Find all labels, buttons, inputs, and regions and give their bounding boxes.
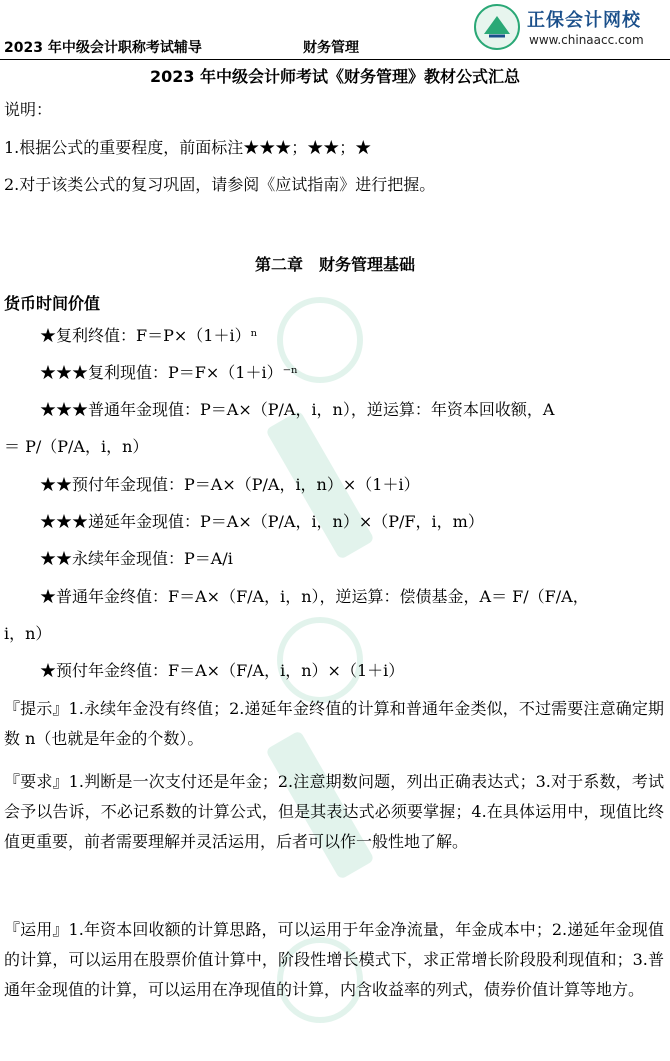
header-subject: 财务管理 xyxy=(303,40,359,56)
logo-brand-name: 正保会计网校 xyxy=(527,10,641,31)
formula-line: ★复利终值：F＝P×（1＋i）ⁿ xyxy=(40,326,258,345)
formula-line: ★普通年金终值：F＝A×（F/A，i，n），逆运算：偿债基金，A＝ F/（F/A， xyxy=(40,587,589,606)
document-title: 2023 年中级会计师考试《财务管理》教材公式汇总 xyxy=(149,67,521,86)
formula-line: i，n） xyxy=(4,624,52,643)
header-divider xyxy=(0,59,670,60)
section-heading: 货币时间价值 xyxy=(4,294,101,313)
tip-paragraph: 『提示』1.永续年金没有终值；2.递延年金终值的计算和普通年金类似，不过需要注意确定期数 n（也就是年金的个数）。 xyxy=(4,699,664,748)
page-header xyxy=(0,0,670,60)
formula-line: ★★★复利现值：P＝F×（1＋i）⁻ⁿ xyxy=(40,363,298,382)
notes-label: 说明： xyxy=(4,100,53,119)
formula-line: ＝ P/（P/A，i，n） xyxy=(4,437,149,456)
formula-line: ★★★普通年金现值：P＝A×（P/A，i，n），逆运算：年资本回收额，A xyxy=(40,400,555,419)
requirement-paragraph: 『要求』1.判断是一次支付还是年金；2.注意期数问题，列出正确表达式；3.对于系数，考试会予以告诉，不必记系数的计算公式，但是其表达式必须要掌握；4.在具体运用中，现值比终值更重要，前者需要理解并灵活运用，后者可以作一般性地了解。 xyxy=(4,772,664,851)
brand-logo[interactable] xyxy=(474,2,670,54)
chapter-heading: 第二章 财务管理基础 xyxy=(254,255,415,274)
formula-line: ★★永续年金现值：P＝A/i xyxy=(40,549,233,568)
formula-line: ★★预付年金现值：P＝A×（P/A，i，n）×（1＋i） xyxy=(40,475,420,494)
formula-line: ★预付年金终值：F＝A×（F/A，i，n）×（1＋i） xyxy=(40,661,405,680)
logo-icon xyxy=(474,4,520,50)
logo-url[interactable]: www.chinaacc.com xyxy=(529,33,644,47)
formula-line: ★★★递延年金现值：P＝A×（P/A，i，n）×（P/F，i，m） xyxy=(40,512,484,531)
usage-paragraph: 『运用』1.年资本回收额的计算思路，可以运用于年金净流量，年金成本中；2.递延年金现值的计算，可以运用在股票价值计算中，阶段性增长模式下，求正常增长阶段股利现值和；3.普通年金现值的计算，可以运用在净现值的计算，内含收益率的列式，债券价值计算等地方。 xyxy=(4,920,664,999)
notes-item-2: 2.对于该类公式的复习巩固，请参阅《应试指南》进行把握。 xyxy=(4,175,436,194)
notes-item-1: 1.根据公式的重要程度，前面标注★★★；★★；★ xyxy=(4,138,372,157)
header-course-title: 2023 年中级会计职称考试辅导 xyxy=(4,40,202,56)
